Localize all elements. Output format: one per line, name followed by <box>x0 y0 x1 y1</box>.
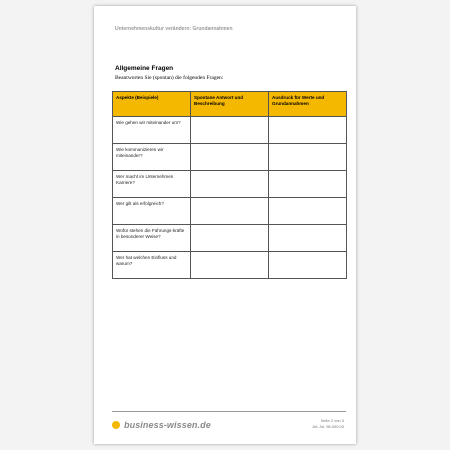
brand-logo <box>112 420 211 430</box>
table-row <box>113 198 347 225</box>
questions-table <box>112 91 347 279</box>
question-cell: Wer gilt als erfolgreich? <box>113 198 191 225</box>
header-aspects: Aspekte (Beispiele) <box>113 92 191 117</box>
table-row <box>113 144 347 171</box>
answer-cell[interactable] <box>191 225 269 252</box>
page-info <box>312 418 344 430</box>
values-cell[interactable] <box>269 144 347 171</box>
table-row <box>113 252 347 279</box>
answer-cell[interactable] <box>191 252 269 279</box>
instruction-text: Beantworten Sie (spontan) die folgenden Fragen: <box>115 75 224 81</box>
brand-dot-icon <box>112 421 120 429</box>
values-cell[interactable] <box>269 252 347 279</box>
answer-cell[interactable] <box>191 117 269 144</box>
table-header-row <box>113 92 347 117</box>
running-header: Unternehmenskultur verändern: Grundannahmen <box>115 26 233 32</box>
values-cell[interactable] <box>269 225 347 252</box>
table-row <box>113 225 347 252</box>
answer-cell[interactable] <box>191 144 269 171</box>
answer-cell[interactable] <box>191 198 269 225</box>
page-number: Seite 2 von 3 <box>320 418 344 423</box>
values-cell[interactable] <box>269 198 347 225</box>
question-cell: Wer macht im Unternehmen Karriere? <box>113 171 191 198</box>
section-title: Allgemeine Fragen <box>115 65 174 72</box>
question-cell: Wer hat welchen Einfluss und warum? <box>113 252 191 279</box>
brand-name: business-wissen.de <box>124 420 211 430</box>
values-cell[interactable] <box>269 117 347 144</box>
question-cell: Wofür stehen die Führungs-kräfte in besonderer Weise? <box>113 225 191 252</box>
table-row <box>113 117 347 144</box>
header-values-assumptions: Ausdruck für Werte und Grundannahmen <box>269 92 347 117</box>
table-row <box>113 171 347 198</box>
article-number: Art.-Nr. 98.000.03 <box>312 424 344 429</box>
document-page <box>94 6 356 444</box>
values-cell[interactable] <box>269 171 347 198</box>
question-cell: Wie gehen wir miteinander um? <box>113 117 191 144</box>
header-spontaneous-answer: Spontane Antwort und Beschreibung <box>191 92 269 117</box>
answer-cell[interactable] <box>191 171 269 198</box>
question-cell: Wie kommunizieren wir miteinander? <box>113 144 191 171</box>
footer-divider <box>112 411 346 412</box>
